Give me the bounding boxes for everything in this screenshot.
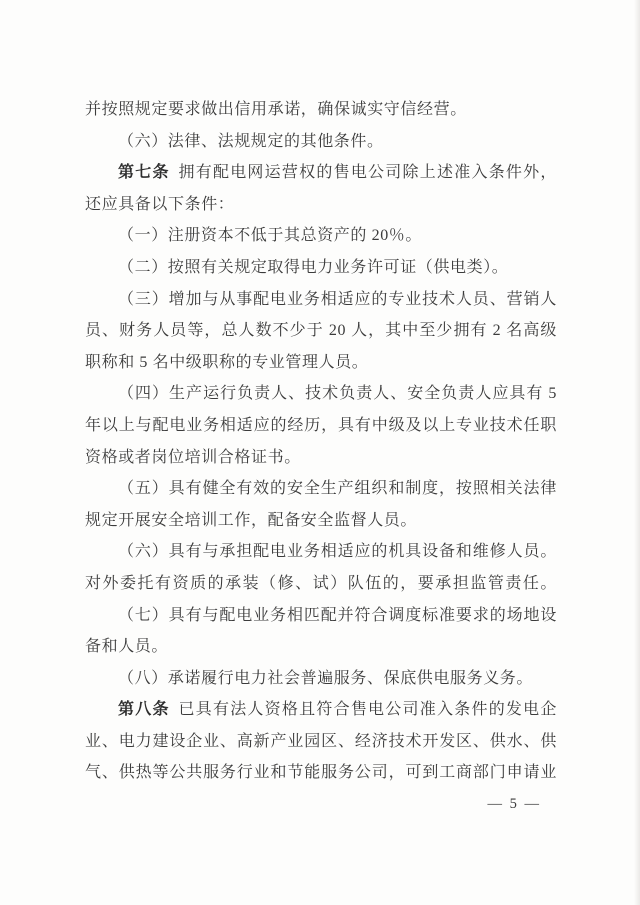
body-line: 年以上与配电业务相适应的经历，具有中级及以上专业技术任职 <box>85 416 557 434</box>
body-line: 员、财务人员等，总人数不少于 20 人，其中至少拥有 2 名高级 <box>85 322 557 340</box>
body-line: 业、电力建设企业、高新产业园区、经济技术开发区、供水、供 <box>85 732 557 750</box>
document-body <box>85 94 557 789</box>
page-number: — 5 — <box>487 796 541 812</box>
body-line: （四）生产运行负责人、技术负责人、安全负责人应具有 5 <box>118 385 557 403</box>
body-line: 气、供热等公共服务行业和节能服务公司，可到工商部门申请业 <box>85 764 557 782</box>
article-number: 第七条 <box>118 164 170 182</box>
body-line: 规定开展安全培训工作，配备安全监督人员。 <box>85 511 418 529</box>
body-line: 职称和 5 名中级职称的专业管理人员。 <box>85 353 369 371</box>
body-line: （一）注册资本不低于其总资产的 20％。 <box>118 227 423 245</box>
body-line: 对外委托有资质的承装（修、试）队伍的，要承担监管责任。 <box>85 574 557 592</box>
body-line: 并按照规定要求做出信用承诺，确保诚实守信经营。 <box>85 101 467 118</box>
line-text: 拥有配电网运营权的售电公司除上述准入条件外， <box>178 164 557 182</box>
line-text: 已具有法人资格且符合售电公司准入条件的发电企 <box>178 701 557 719</box>
body-line: （八）承诺履行电力社会普遍服务、保底供电服务义务。 <box>118 669 534 687</box>
scan-edge-shadow <box>634 0 640 905</box>
body-line: （三）增加与从事配电业务相适应的专业技术人员、营销人 <box>118 290 557 308</box>
body-line: 备和人员。 <box>85 638 169 656</box>
article-heading-line <box>85 694 557 726</box>
body-line: （二）按照有关规定取得电力业务许可证（供电类）。 <box>118 258 509 276</box>
body-line: （六）法律、法规规定的其他条件。 <box>118 132 384 150</box>
body-line: （五）具有健全有效的安全生产组织和制度，按照相关法律 <box>118 480 557 498</box>
article-heading-line <box>85 157 557 189</box>
body-line: （六）具有与承担配电业务相适应的机具设备和维修人员。 <box>118 543 557 561</box>
body-line: （七）具有与配电业务相匹配并符合调度标准要求的场地设 <box>118 606 557 624</box>
article-number: 第八条 <box>118 701 170 719</box>
body-line: 还应具备以下条件： <box>85 195 235 213</box>
body-line: 资格或者岗位培训合格证书。 <box>85 448 301 466</box>
